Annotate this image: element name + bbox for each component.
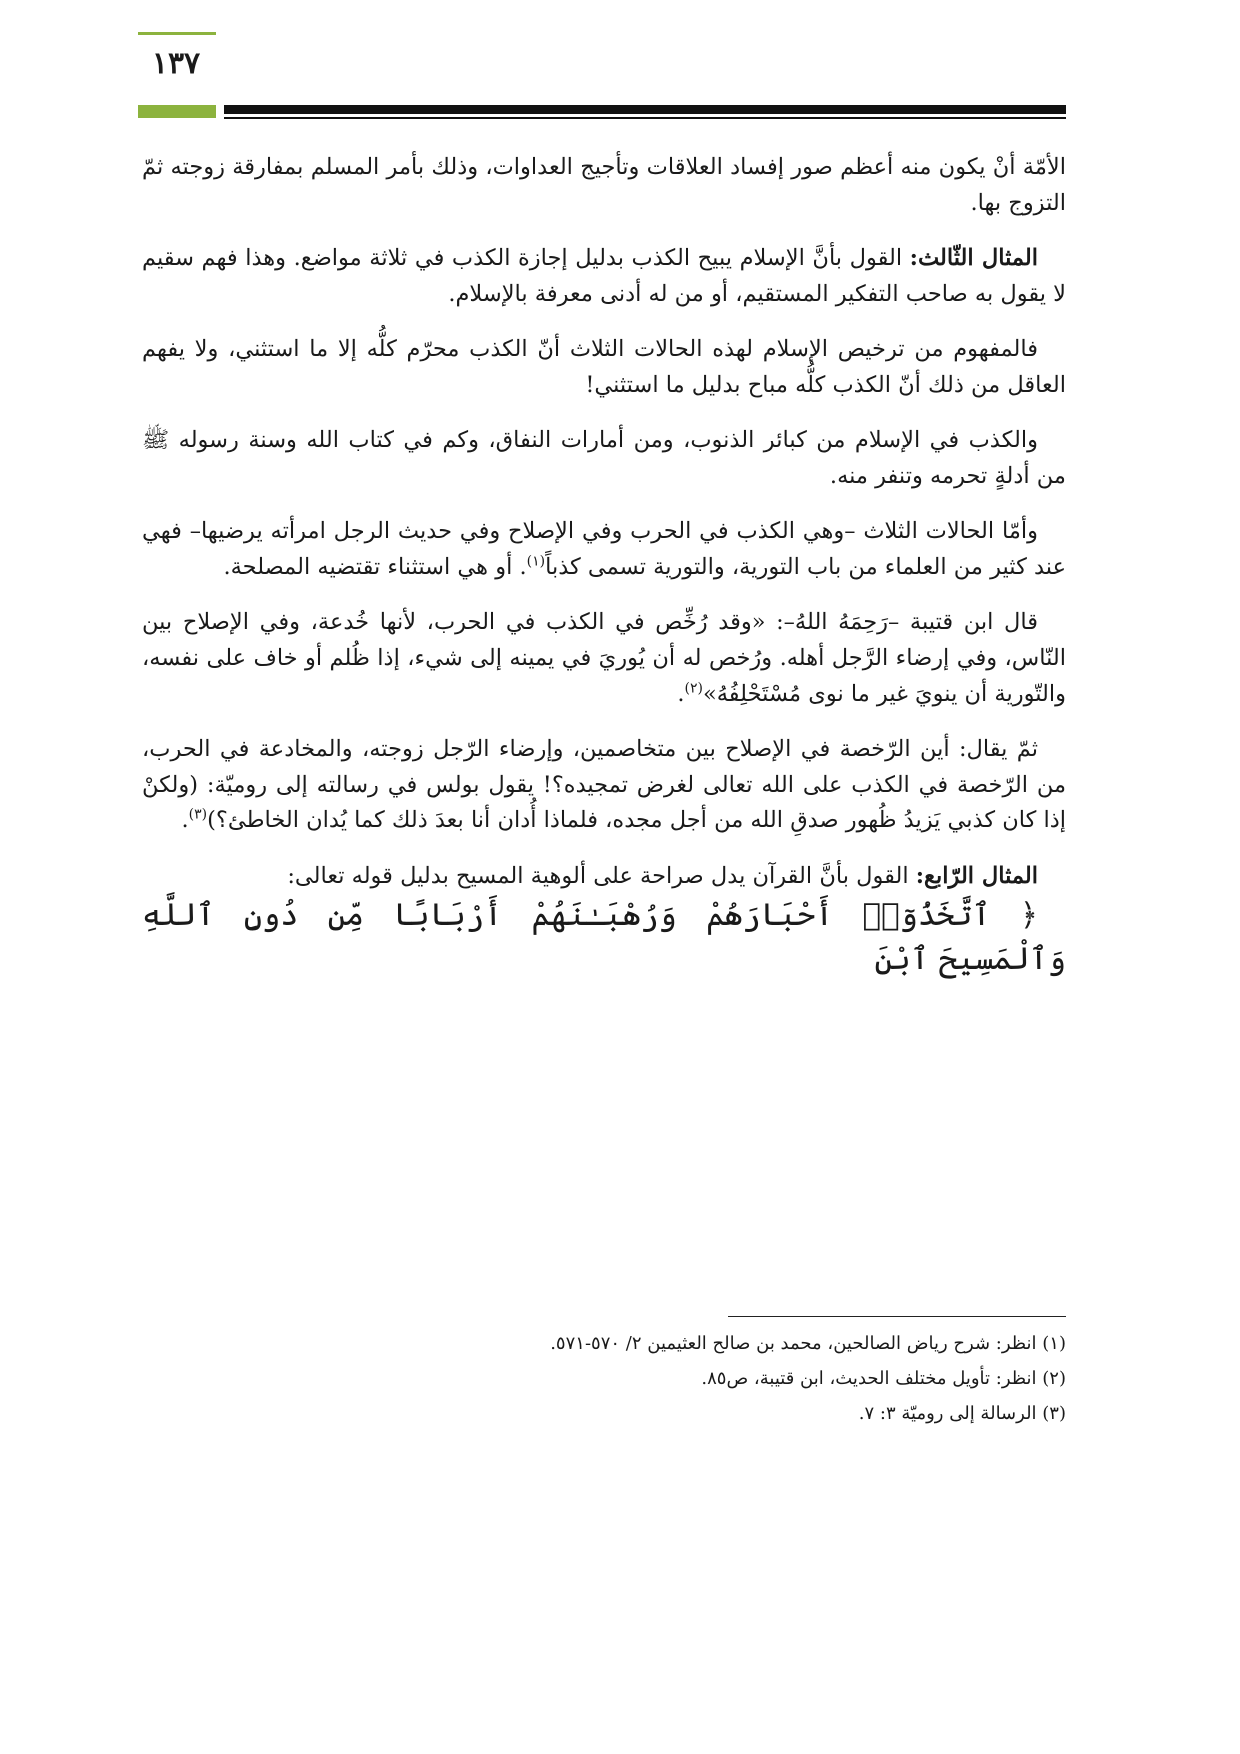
paragraph-text: فالمفهوم من ترخيص الإسلام لهذه الحالات الثلاث أنّ الكذب محرّم كلُّه إلا ما استثني، ولا يفهم العاقل من ذلك أنّ الكذب كلُّه مباح بدليل ما استثني!	[142, 336, 1066, 398]
paragraph-lead: المثال الثّالث:	[909, 245, 1038, 272]
paragraph-text: القول بأنَّ القرآن يدل صراحة على ألوهية المسيح بدليل قوله تعالى:	[287, 862, 916, 889]
paragraph-text: الأمّة أنْ يكون منه أعظم صور إفساد العلاقات وتأجيج العداوات، وذلك بأمر المسلم بمفارقة زوجته ثمّ التزوج بها.	[142, 154, 1066, 216]
footnote: (١) انظر: شرح رياض الصالحين، محمد بن صالح العثيمين ٢/ ٥٧٠-٥٧١.	[550, 1333, 1066, 1354]
paragraph	[142, 150, 1066, 221]
footnote: (٢) انظر: تأويل مختلف الحديث، ابن قتيبة، ص٨٥.	[701, 1368, 1066, 1389]
footnote-ref: (١)	[526, 553, 546, 570]
header-accent-line	[138, 32, 216, 35]
quran-verse: ﴿ ٱتَّخَذُوٓا۟ أَحْبَارَهُمْ وَرُهْبَـٰنَهُمْ أَرْبَابًا مِّن دُونِ ٱللَّهِ وَٱلْمَسِيحَ ٱبْنَ	[142, 897, 1066, 977]
paragraph-text: وأمّا الحالات الثلاث –وهي الكذب في الحرب وفي الإصلاح وفي حديث الرجل امرأته يرضيها– فهي عند كثير من العلماء من باب التورية، والتورية تسمى كذباً	[142, 518, 1066, 580]
header-rule-thick	[224, 105, 1066, 114]
paragraph-text: القول بأنَّ الإسلام يبيح الكذب بدليل إجازة الكذب في ثلاثة مواضع. وهذا فهم سقيم لا يقول به صاحب التفكير المستقيم، أو من له أدنى معرفة بالإسلام.	[142, 245, 1066, 307]
header-accent-block	[138, 105, 216, 118]
paragraph	[142, 605, 1066, 712]
paragraph	[142, 423, 1066, 494]
footnote-separator	[728, 1316, 1066, 1317]
paragraph	[142, 732, 1066, 839]
paragraph-text: ثمّ يقال: أين الرّخصة في الإصلاح بين متخاصمين، وإرضاء الرّجل زوجته، والمخادعة في الحرب، من الرّخصة في الكذب على الله تعالى لغرض تمجيده؟! يقول بولس في رسالته إلى روميّة: (ولكنْ إذا كان كذبي يَزيدُ ظُهور صدقِ الله من أجل مجده، فلماذا أُدان أنا بعدَ ذلك كما يُدان الخاطئ؟)	[142, 736, 1066, 834]
paragraph	[142, 332, 1066, 403]
paragraph	[142, 514, 1066, 585]
paragraph-text: والكذب في الإسلام من كبائر الذنوب، ومن أمارات النفاق، وكم في كتاب الله وسنة رسوله ﷺ من أدلةٍ تحرمه وتنفر منه.	[142, 427, 1066, 489]
paragraph	[142, 241, 1066, 312]
paragraph-text: قال ابن قتيبة –رَحِمَهُ اللهُ–: «وقد رُخِّص في الكذب في الحرب، لأنها خُدعة، وفي الإصلاح بين النّاس، وفي إرضاء الرَّجل أهله. ورُخص له أن يُوريَ في يمينه إلى شيء، إذا ظُلم أو خاف على نفسه، والتّورية أن ينويَ غير ما نوى مُسْتَحْلِفُهُ»	[142, 609, 1066, 707]
paragraph	[142, 859, 1066, 895]
page-number: ١٣٧	[151, 46, 201, 81]
footnote-ref: (٣)	[188, 806, 208, 823]
paragraph-tail: .	[181, 807, 189, 834]
paragraph-lead: المثال الرّابع:	[915, 862, 1038, 889]
footnote-ref: (٢)	[684, 680, 703, 697]
paragraph-tail: .	[677, 680, 685, 707]
footnote: (٣) الرسالة إلى روميّة ٣: ٧.	[858, 1403, 1066, 1424]
body-text	[142, 150, 1066, 1001]
footnotes	[142, 1330, 1066, 1435]
header-rule-thin	[224, 117, 1066, 119]
paragraph-tail: . أو هي استثناء تقتضيه المصلحة.	[223, 553, 527, 580]
